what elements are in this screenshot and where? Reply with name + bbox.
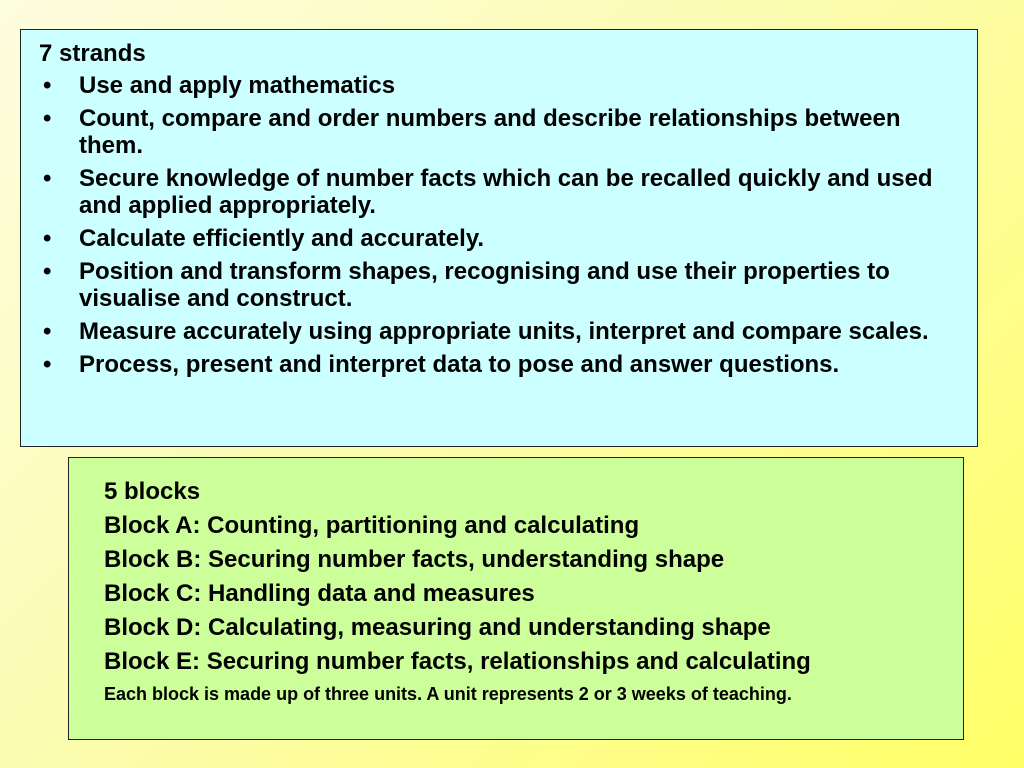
strand-text: Calculate efficiently and accurately. (79, 225, 485, 252)
bullet-icon: • (43, 225, 52, 252)
bullet-icon: • (43, 318, 52, 345)
strand-text: Use and apply mathematics (79, 72, 396, 99)
strand-text: Process, present and interpret data to pose and answer questions. (79, 351, 840, 378)
blocks-heading: 5 blocks (104, 478, 201, 505)
strand-text: Measure accurately using appropriate units, interpret and compare scales. (79, 318, 929, 345)
strand-item (39, 165, 969, 219)
bullet-icon: • (43, 351, 52, 378)
blocks-note: Each block is made up of three units. A unit represents 2 or 3 weeks of teaching. (104, 684, 792, 704)
block-item: Block C: Handling data and measures (104, 580, 535, 607)
block-item: Block A: Counting, partitioning and calculating (104, 512, 640, 539)
strand-item (39, 258, 969, 312)
strand-item (39, 105, 969, 159)
strand-item (39, 318, 969, 345)
strand-item (39, 72, 969, 99)
strand-item (39, 351, 969, 378)
strands-list (39, 72, 969, 378)
strand-text: Secure knowledge of number facts which can be recalled quickly and used and applied appropriately. (79, 165, 933, 219)
strands-heading: 7 strands (39, 40, 146, 67)
block-item: Block B: Securing number facts, understanding shape (104, 546, 725, 573)
strands-box (20, 29, 978, 447)
bullet-icon: • (43, 72, 52, 99)
blocks-box (68, 457, 964, 740)
strand-text: Count, compare and order numbers and describe relationships between them. (79, 105, 901, 159)
block-item: Block D: Calculating, measuring and understanding shape (104, 614, 771, 641)
strand-text: Position and transform shapes, recognising and use their properties to visualise and construct. (79, 258, 890, 312)
strand-item (39, 225, 969, 252)
bullet-icon: • (43, 165, 52, 192)
bullet-icon: • (43, 105, 52, 132)
bullet-icon: • (43, 258, 52, 285)
block-item: Block E: Securing number facts, relationships and calculating (104, 648, 811, 675)
